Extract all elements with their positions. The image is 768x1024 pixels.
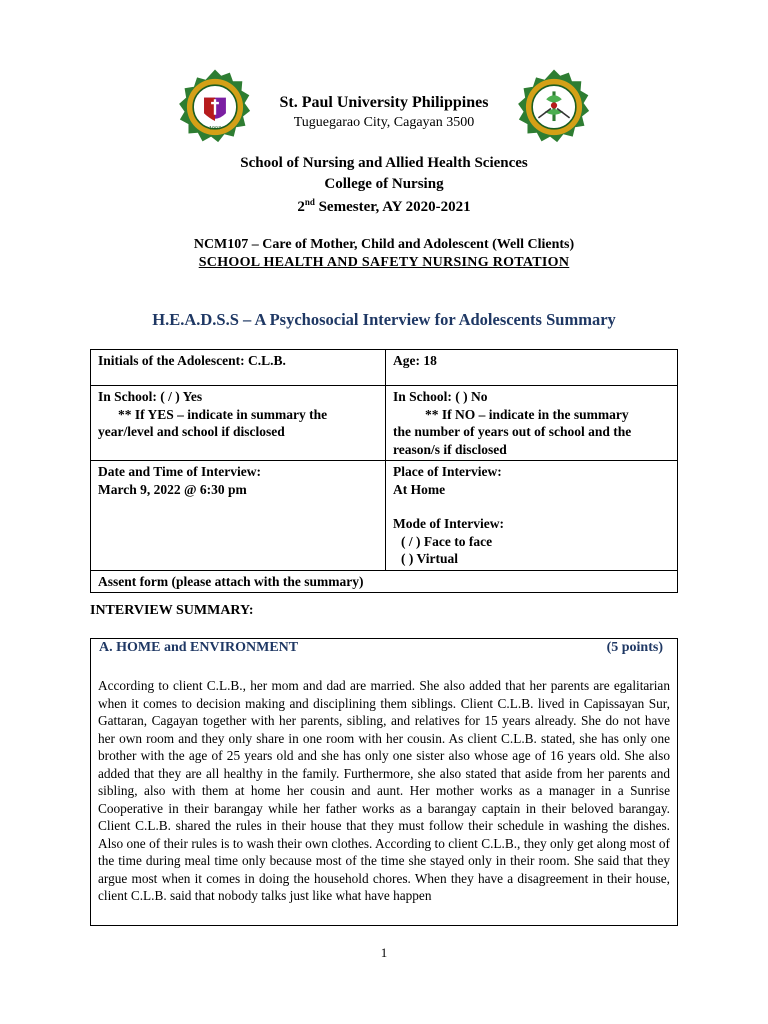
age-cell: Age: 18 bbox=[386, 350, 678, 386]
university-address: Tuguegarao City, Cagayan 3500 bbox=[293, 115, 475, 130]
in-school-no-cell: In School: ( ) No ** If NO – indicate in the summary the number of years out of school and the reason/s if disclosed bbox=[386, 386, 678, 461]
section-body-text: According to client C.L.B., her mom and dad are married. She also added that her parents are egalitarian when it comes to decision making and disciplining them siblings. Client C.L.B. lived in Capissayan Sur, Gattaran, Cagayan together with her parents, sibling, and relatives for 15 years already. She do not have her own room and they only share in one room with her cousin. As client C.L.B. stated, she has only one brother with the age of 25 years old and she has only one sister also whose age of 16 years old. She also added that they are all healthy in the family. Furthermore, she also stated that aside from her parents and sibling, also with them at home her cousin and aunt. Her mother works as a manager in a Sunrise Cooperative in their barangay while her father works as a barangay captain in their beloved barangay. Client C.L.B. shared the rules in their house that they must follow their schedule in washing the dishes. Also one of their rules is to wash their own clothes. According to client C.L.B., they only get along most of the time during meal time only because most of the time she stayed only in their room. She said that they argue most when it comes in doing the household chores. When they have a disagreement in their house, client C.L.B. said that nobody talks just like what have happen bbox=[98, 678, 670, 903]
semester-line: 2nd Semester, AY 2020-2021 bbox=[297, 197, 471, 215]
school-name: School of Nursing and Allied Health Sciences bbox=[240, 155, 528, 171]
interview-summary-label: INTERVIEW SUMMARY: bbox=[90, 603, 254, 618]
form-title: H.E.A.D.S.S – A Psychosocial Interview for Adolescents Summary bbox=[152, 310, 616, 329]
adolescent-info-table bbox=[90, 349, 678, 593]
course-title: NCM107 – Care of Mother, Child and Adolescent (Well Clients) bbox=[193, 237, 575, 252]
section-points: (5 points) bbox=[606, 640, 663, 655]
in-school-yes-cell: In School: ( / ) Yes ** If YES – indicate in summary the year/level and school if disclosed bbox=[91, 386, 386, 461]
interview-date-cell: Date and Time of Interview: March 9, 2022 @ 6:30 pm bbox=[91, 461, 386, 571]
assent-form-cell: Assent form (please attach with the summary) bbox=[91, 570, 678, 593]
section-title: A. HOME and ENVIRONMENT bbox=[99, 640, 299, 655]
page-number: 1 bbox=[380, 945, 388, 960]
rotation-title: SCHOOL HEALTH AND SAFETY NURSING ROTATION bbox=[198, 255, 570, 270]
university-name: St. Paul University Philippines bbox=[279, 94, 489, 111]
svg-text:1907: 1907 bbox=[209, 126, 221, 132]
mode-virtual: ( ) Virtual bbox=[401, 551, 458, 566]
mode-face-to-face: ( / ) Face to face bbox=[401, 533, 493, 549]
interview-place-cell: Place of Interview: At Home Mode of Interview: ( / ) Face to face ( ) Virtual bbox=[386, 461, 678, 571]
section-home-environment bbox=[90, 638, 678, 926]
section-heading bbox=[99, 640, 663, 656]
initials-cell: Initials of the Adolescent: C.L.B. bbox=[91, 350, 386, 386]
college-name: College of Nursing bbox=[324, 176, 444, 192]
